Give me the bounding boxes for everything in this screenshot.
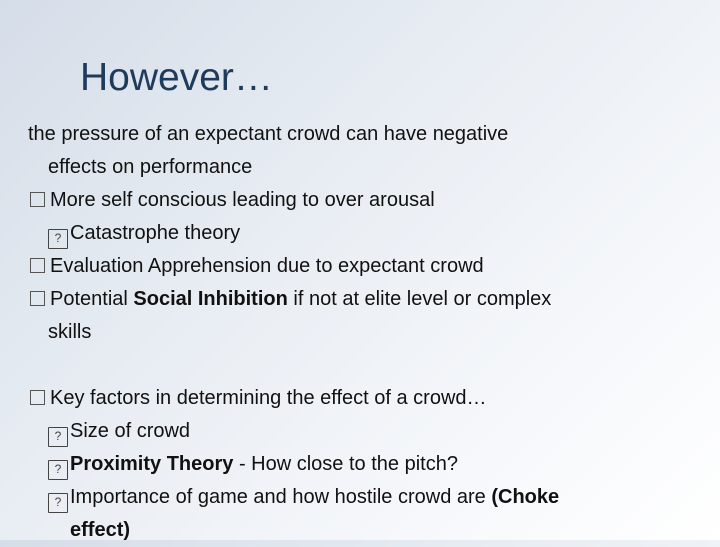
bullet-text: Evaluation Apprehension due to expectant crowd: [50, 255, 484, 277]
sub-bullet-bold-text: effect): [70, 519, 131, 541]
sub-bullet-text: Catastrophe theory: [70, 222, 241, 244]
bullet-item: [28, 250, 698, 283]
bullet-text: if not at elite level or complex: [287, 288, 552, 310]
bullet-item: [28, 184, 698, 217]
sub-bullet-continued: [28, 514, 698, 547]
sub-bullet-text: Importance of game and how hostile crowd are: [70, 486, 492, 508]
bullet-text: Key factors in determining the effect of a crowd…: [50, 387, 487, 409]
missing-glyph-icon: ?: [48, 460, 68, 480]
missing-glyph-icon: ?: [48, 427, 68, 447]
bullet-item: [28, 283, 698, 316]
square-bullet-icon: [30, 390, 45, 405]
sub-bullet-bold-text: Proximity Theory: [70, 453, 234, 475]
slide-title: However…: [80, 56, 273, 99]
bullet-text: Potential: [50, 288, 134, 310]
bullet-item: [28, 382, 698, 415]
sub-bullet-text: - How close to the pitch?: [233, 453, 458, 475]
missing-glyph-icon: ?: [48, 229, 68, 249]
sub-bullet-bold-text: (Choke: [491, 486, 560, 508]
sub-bullet-item: [28, 448, 698, 481]
slide-body: [28, 118, 698, 547]
square-bullet-icon: [30, 192, 45, 207]
sub-bullet-item: [28, 415, 698, 448]
bullet-continued: skills: [48, 321, 92, 343]
square-bullet-icon: [30, 258, 45, 273]
square-bullet-icon: [30, 291, 45, 306]
sub-bullet-item: [28, 481, 698, 514]
bullet-bold-text: Social Inhibition: [133, 288, 288, 310]
intro-line: the pressure of an expectant crowd can have negative: [28, 123, 509, 145]
sub-bullet-text: Size of crowd: [70, 420, 191, 442]
missing-glyph-icon: ?: [48, 493, 68, 513]
spacer: [28, 349, 698, 382]
sub-bullet-item: [28, 217, 698, 250]
intro-line-continued: effects on performance: [48, 156, 253, 178]
bullet-text: More self conscious leading to over arousal: [50, 189, 435, 211]
